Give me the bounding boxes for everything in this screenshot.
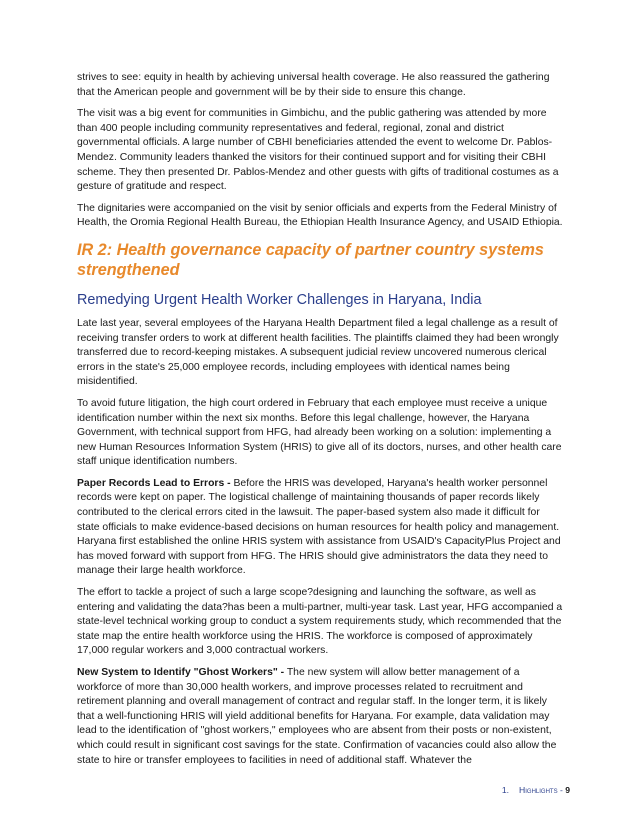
ir-heading: IR 2: Health governance capacity of partner country systems strengthened (77, 240, 544, 280)
intro-paragraph-1: strives to see: equity in health by achieving universal health coverage. He also reassured the gathering that the American people and government will be by their side to ensure this change. (77, 72, 550, 98)
lawsuit-paragraph: Late last year, several employees of the Haryana Health Department filed a legal challenge as a result of receiving transfer orders to work at different health facilities. The plaintiffs claimed they had been wrongly transferred due to record-keeping mistakes. A subsequent judicial review uncovered numerous clerical errors in the state's 25,000 employee records, including employees with identical names being misidentified. (77, 317, 559, 388)
ghost-workers-lead: New System to Identify "Ghost Workers" - (77, 667, 285, 678)
paper-records-lead: Paper Records Lead to Errors - (77, 477, 231, 489)
effort-paragraph: The effort to tackle a project of such a large scope?designing and launching the software, as well as entering and validating the data?has been a multi-partner, multi-year task. Last year, HFG accompanied a state-level technical working group to conduct a system requirements study, which recommended that the state map the entire health workforce using the HRIS. The workforce is composed of approximately 17,000 regular workers and 3,000 contractual workers. (77, 587, 563, 657)
future-litigation-paragraph: To avoid future litigation, the high court ordered in February that each employee must receive a unique identification number within the next six months. Before this legal challenge, however, the Haryana Government, with technical support from HFG, had already been working on a solution: implementing a new Human Resources Information System (HRIS) to give all of its doctors, nurses, and other health care staff unique identification numbers. (77, 397, 562, 468)
ghost-workers-body: The new system will allow better management of a workforce of more than 30,000 health workers, and improve processes related to recruitment and retirement planning and overall management of contract and regular staff. In the longer term, it is likely that a well-functioning HRIS will yield additional benefits for Haryana. For example, data validation may lead to the identification of "ghost workers," employees who are absent from their posts or non-existent, which could result in significant cost savings for the state. Confirmation of vacancies could also allow the state to hire or transfer employees to facilities in need of additional staff. Whatever the (77, 667, 557, 766)
footer-separator: - (557, 785, 566, 795)
page-number: 9 (565, 785, 570, 795)
paper-records-body: Before the HRIS was developed, Haryana's health worker personnel records were kept on paper. The logistical challenge of maintaining thousands of paper records likely contributed to the clerical errors cited in the lawsuit. The paper-based system also made it difficult for state officials to make evidence-based decisions on human resources for health policy and management. Haryana first established the online HRIS system with assistance from USAID's CapacityPlus Project and has moved forward with support from HFG. The HRIS should give administrators the data they need to manage their large health workforce. (77, 477, 561, 577)
intro-paragraph-3: The dignitaries were accompanied on the visit by senior officials and experts from the Federal Ministry of Health, the Oromia Regional Health Bureau, the Ethiopian Health Insurance Agency, and USAID Ethiopia. (77, 202, 563, 229)
section-title: Remedying Urgent Health Worker Challenges in Haryana, India (77, 291, 482, 308)
ghost-workers-paragraph (77, 666, 565, 768)
page-footer (400, 785, 570, 795)
paper-records-paragraph (77, 477, 565, 579)
footer-section-label: Highlights (519, 785, 558, 795)
intro-paragraph-2: The visit was a big event for communities in Gimbichu, and the public gathering was attended by more than 400 people including community representatives and federal, regional, zonal and district governmental officials. A large number of CBHI beneficiaries attended the event to welcome Dr. Pablos-Mendez. Community leaders thanked the visitors for their continued support and for visiting their CBHI scheme. They then presented Dr. Pablos-Mendez and other guests with gifts of traditional costumes as a gesture of gratitude and respect. (77, 108, 559, 193)
footer-chapter-number: 1. (501, 785, 510, 795)
page-body (77, 71, 565, 775)
